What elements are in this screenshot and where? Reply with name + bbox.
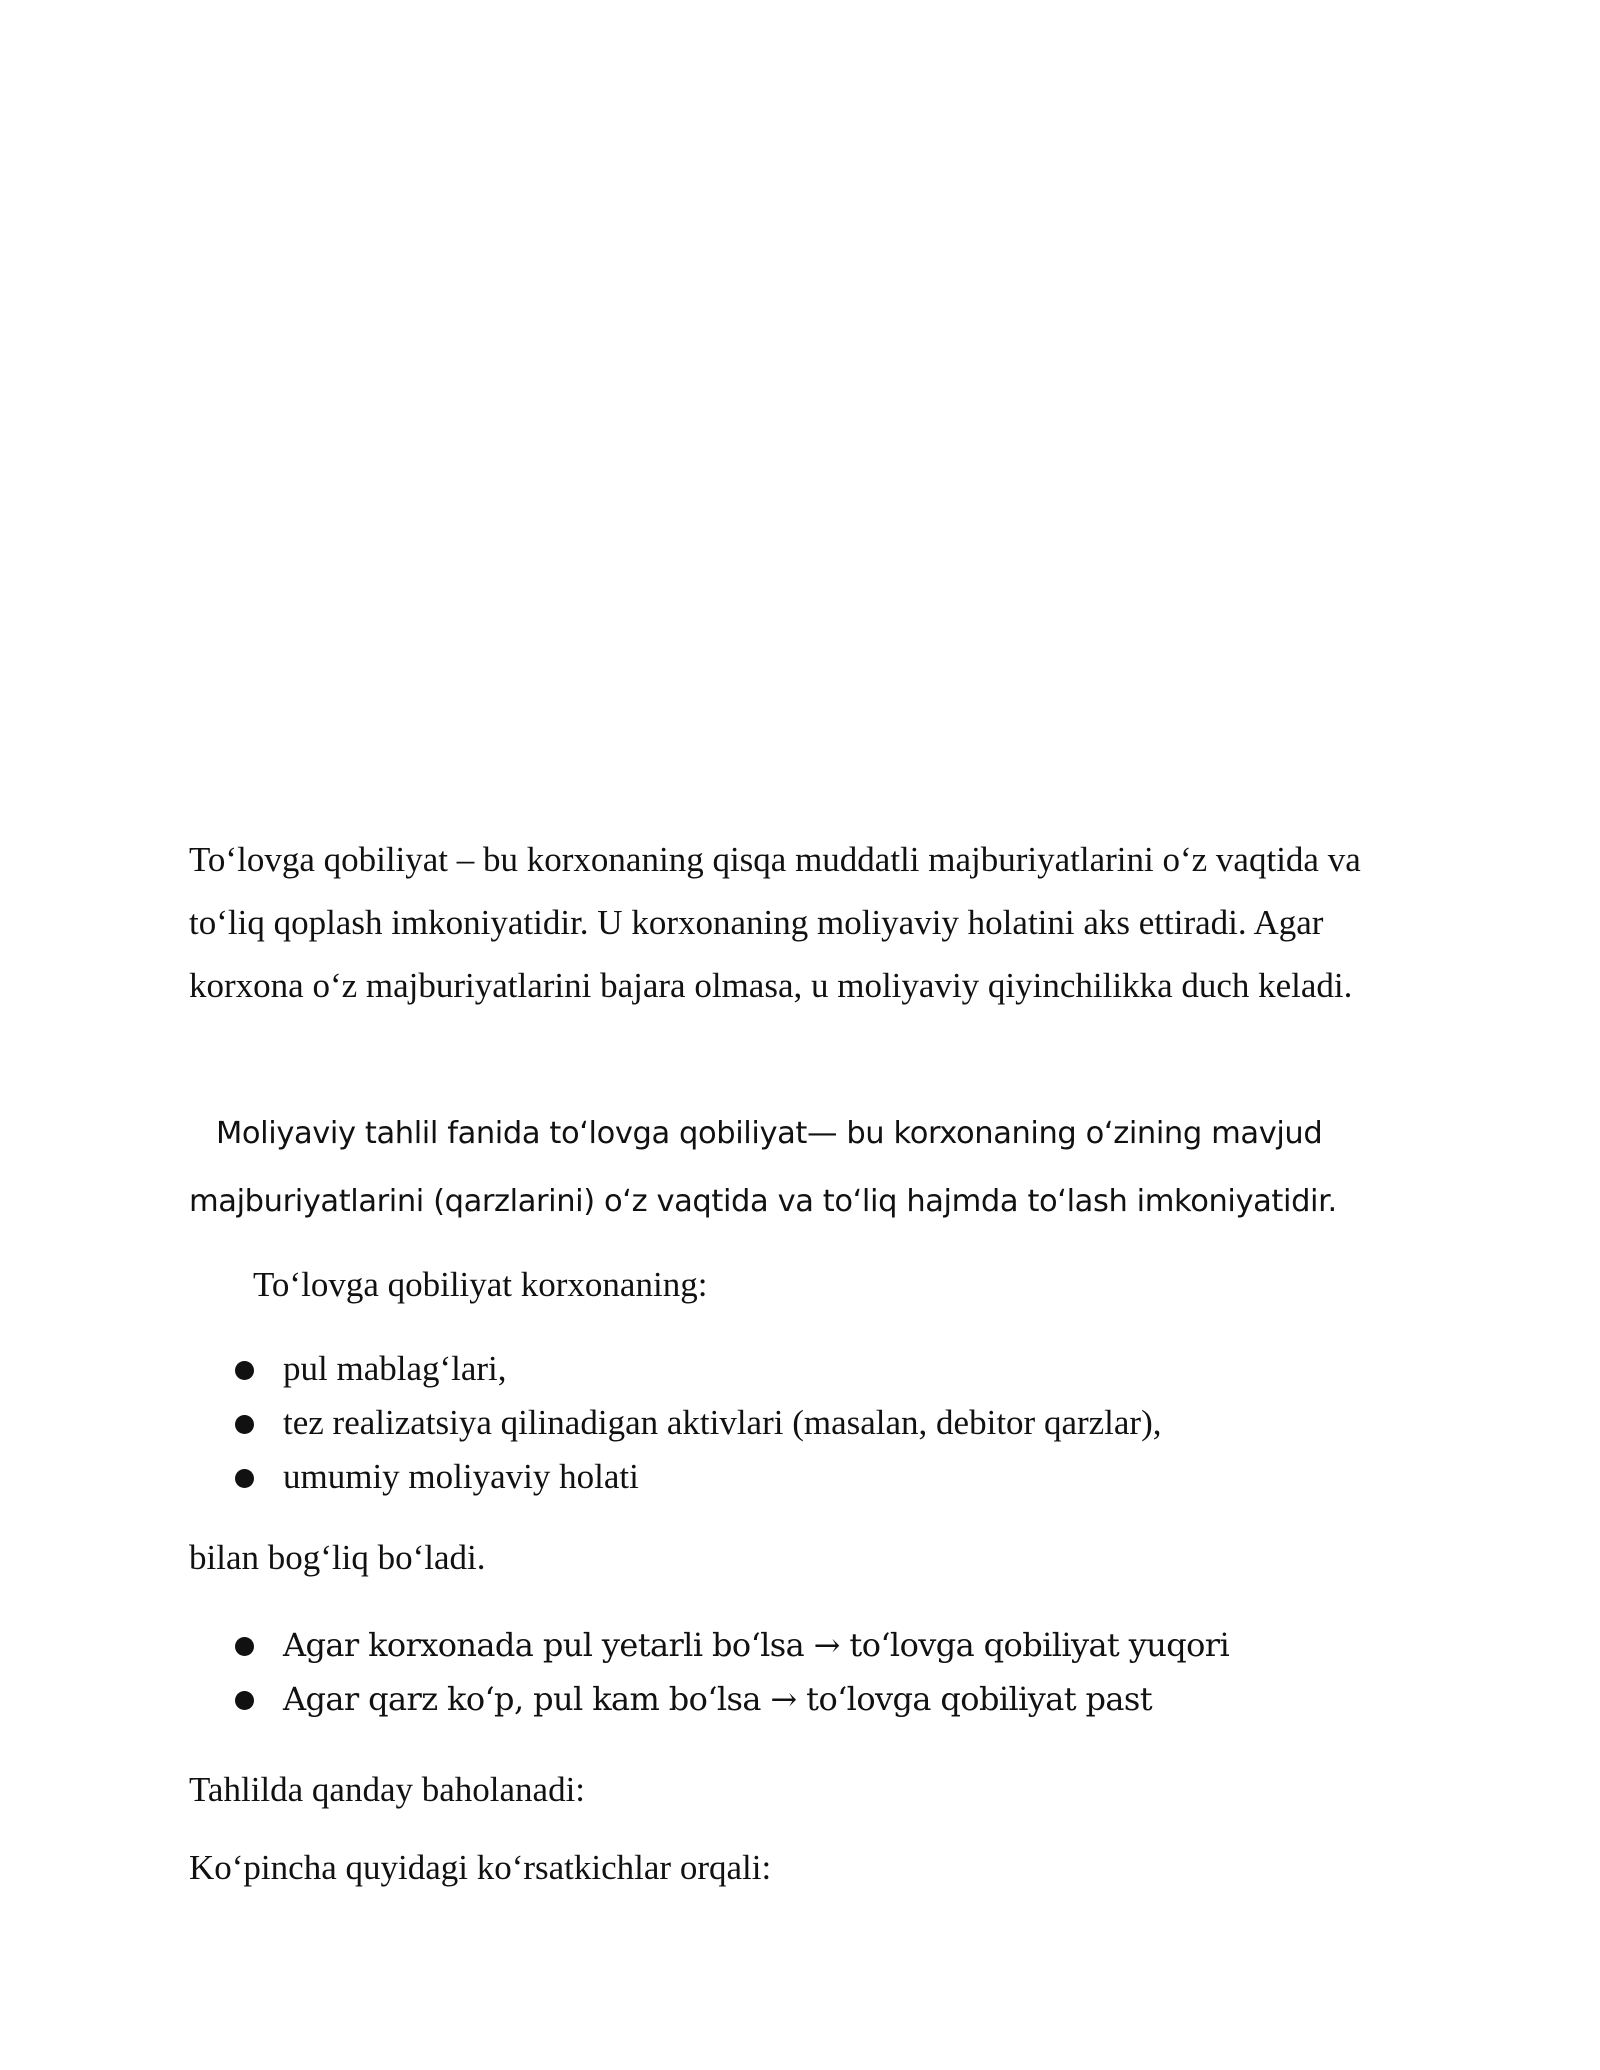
paragraph-intro-list: To‘lovga qobiliyat korxonaning:	[253, 1265, 708, 1304]
list-examples	[235, 1618, 1229, 1726]
list-item	[235, 1342, 1162, 1396]
list-item-text: Agar qarz ko‘p, pul kam bo‘lsa → to‘lovga qobiliyat past	[283, 1680, 1152, 1718]
list-item	[235, 1396, 1162, 1450]
list-factors	[235, 1342, 1162, 1504]
list-item	[235, 1618, 1229, 1672]
paragraph-definition: To‘lovga qobiliyat – bu korxonaning qisqa muddatli majburiyatlarini o‘z vaqtida va to‘liq qoplash imkoniyatidir. U korxonaning moliyaviy holatini aks ettiradi. Agar korxona o‘z majburiyatlarini bajara olmasa, u moliyaviy qiyinchilikka duch keladi.	[189, 840, 1361, 1005]
bullet-icon	[235, 1637, 254, 1656]
list-item	[235, 1450, 1162, 1504]
bullet-icon	[235, 1691, 254, 1710]
list-item-text: pul mablag‘lari,	[283, 1349, 507, 1388]
paragraph-financial-analysis	[189, 1100, 1429, 1236]
list-item-text: Agar korxonada pul yetarli bo‘lsa → to‘lovga qobiliyat yuqori	[283, 1626, 1230, 1664]
paragraph-indicators-intro: Ko‘pincha quyidagi ko‘rsatkichlar orqali:	[189, 1848, 772, 1887]
paragraph-assessment-heading: Tahlilda qanday baholanadi:	[189, 1770, 586, 1809]
paragraph-related: bilan bog‘liq bo‘ladi.	[189, 1538, 486, 1577]
list-item	[235, 1672, 1229, 1726]
bullet-icon	[235, 1415, 254, 1434]
list-item-text: umumiy moliyaviy holati	[283, 1457, 639, 1496]
paragraph-financial-analysis-text: Moliyaviy tahlil fanida to‘lovga qobiliyat— bu korxonaning o‘zining mavjud majburiyatlarini (qarzlarini) o‘z vaqtida va to‘liq hajmda to‘lash imkoniyatidir.	[189, 1116, 1337, 1219]
list-item-text: tez realizatsiya qilinadigan aktivlari (masalan, debitor qarzlar),	[283, 1403, 1162, 1442]
bullet-icon	[235, 1361, 254, 1380]
bullet-icon	[235, 1469, 254, 1488]
